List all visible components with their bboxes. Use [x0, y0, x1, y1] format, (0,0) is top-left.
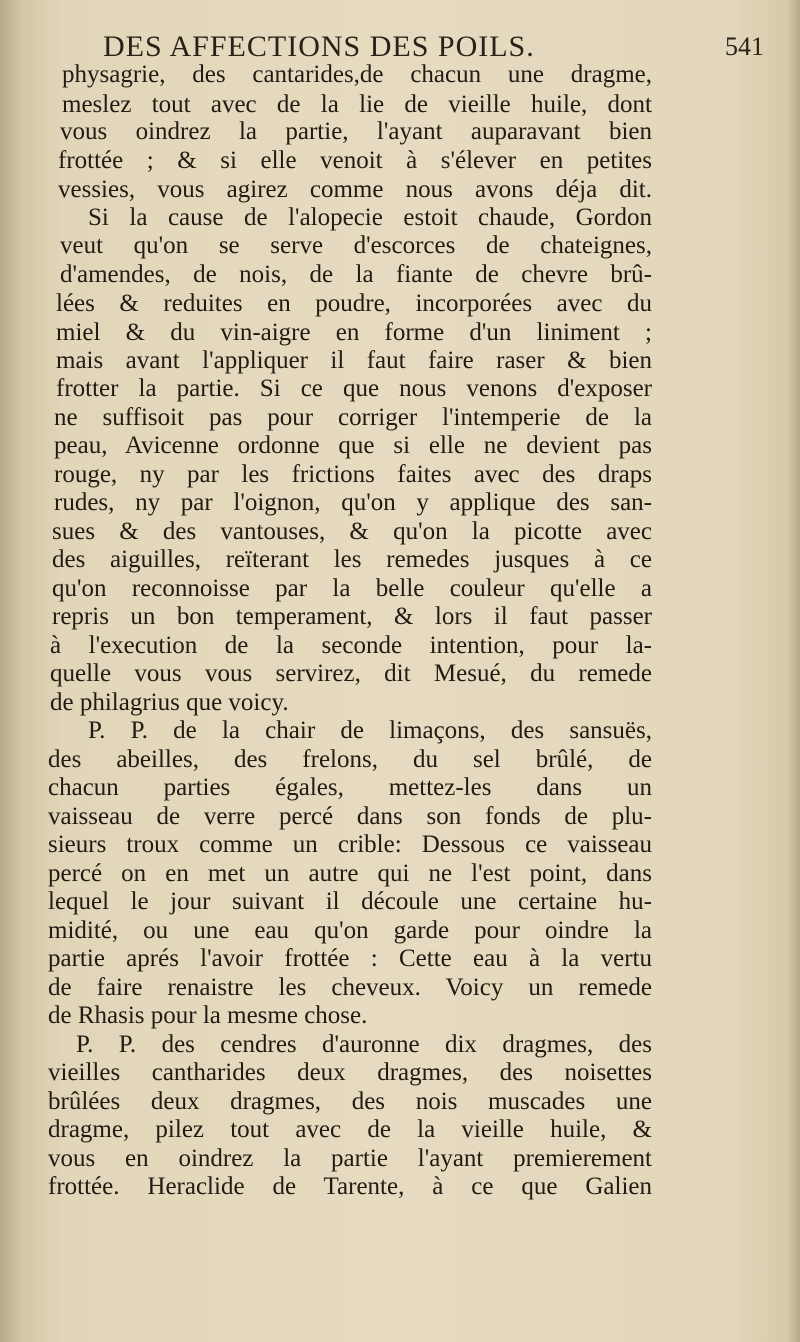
text-line: de faire renaistre les cheveux. Voicy un remede: [48, 974, 652, 1001]
text-line: P. P. des cendres d'auronne dix dragmes, des: [76, 1031, 652, 1058]
text-line: miel & du vin-aigre en forme d'un liniment ;: [56, 319, 652, 346]
page-number: 541: [725, 32, 764, 61]
text-line: frotter la partie. Si ce que nous venons d'exposer: [56, 375, 652, 402]
text-line: physagrie, des cantarides,de chacun une dragme,: [62, 61, 652, 88]
text-line: sieurs troux comme un crible: Dessous ce vaisseau: [48, 831, 652, 858]
text-line: peau, Avicenne ordonne que si elle ne devient pas: [54, 432, 652, 459]
text-line: vous oindrez la partie, l'ayant auparavant bien: [60, 118, 652, 145]
text-line: mais avant l'appliquer il faut faire raser & bien: [56, 347, 652, 374]
text-line: dragme, pilez tout avec de la vieille huile, &: [48, 1116, 652, 1143]
text-line: lequel le jour suivant il découle une certaine hu-: [48, 888, 652, 915]
text-line: ne suffisoit pas pour corriger l'intemperie de la: [54, 404, 652, 431]
text-line: vaisseau de verre percé dans son fonds de plu-: [48, 803, 652, 830]
text-line: midité, ou une eau qu'on garde pour oindre la: [48, 917, 652, 944]
text-line: de philagrius que voicy.: [50, 689, 289, 716]
text-line: des abeilles, des frelons, du sel brûlé, de: [48, 746, 652, 773]
text-line: des aiguilles, reïterant les remedes jusques à ce: [52, 546, 652, 573]
text-line: quelle vous vous servirez, dit Mesué, du remede: [50, 660, 652, 687]
text-line: d'amendes, de nois, de la fiante de chevre brû-: [60, 261, 652, 288]
text-line: frottée. Heraclide de Tarente, à ce que Galien: [48, 1173, 652, 1200]
text-line: de Rhasis pour la mesme chose.: [48, 1002, 368, 1029]
text-line: frottée ; & si elle venoit à s'élever en petites: [58, 147, 652, 174]
text-line: rudes, ny par l'oignon, qu'on y applique des san-: [54, 489, 652, 516]
text-line: percé on en met un autre qui ne l'est point, dans: [48, 860, 652, 887]
text-line: repris un bon temperament, & lors il faut passer: [52, 603, 652, 630]
running-title: DES AFFECTIONS DES POILS.: [103, 30, 535, 63]
text-line: meslez tout avec de la lie de vieille huile, dont: [62, 91, 652, 118]
text-line: vieilles cantharides deux dragmes, des noisettes: [48, 1059, 652, 1086]
text-line: lées & reduites en poudre, incorporées avec du: [56, 290, 652, 317]
text-line: partie aprés l'avoir frottée : Cette eau à la vertu: [48, 945, 652, 972]
text-line: chacun parties égales, mettez-les dans un: [48, 774, 652, 801]
text-line: brûlées deux dragmes, des nois muscades une: [48, 1088, 652, 1115]
text-line: vessies, vous agirez comme nous avons déja dit.: [58, 176, 652, 203]
text-line: rouge, ny par les frictions faites avec des draps: [54, 461, 652, 488]
text-line: P. P. de la chair de limaçons, des sansuës,: [88, 717, 652, 744]
text-line: vous en oindrez la partie l'ayant premierement: [48, 1145, 652, 1172]
text-line: qu'on reconnoisse par la belle couleur qu'elle a: [52, 575, 652, 602]
text-line: à l'execution de la seconde intention, pour la-: [50, 632, 652, 659]
text-line: Si la cause de l'alopecie estoit chaude, Gordon: [88, 204, 652, 231]
text-line: veut qu'on se serve d'escorces de chateignes,: [60, 232, 652, 259]
text-line: sues & des vantouses, & qu'on la picotte avec: [52, 518, 652, 545]
